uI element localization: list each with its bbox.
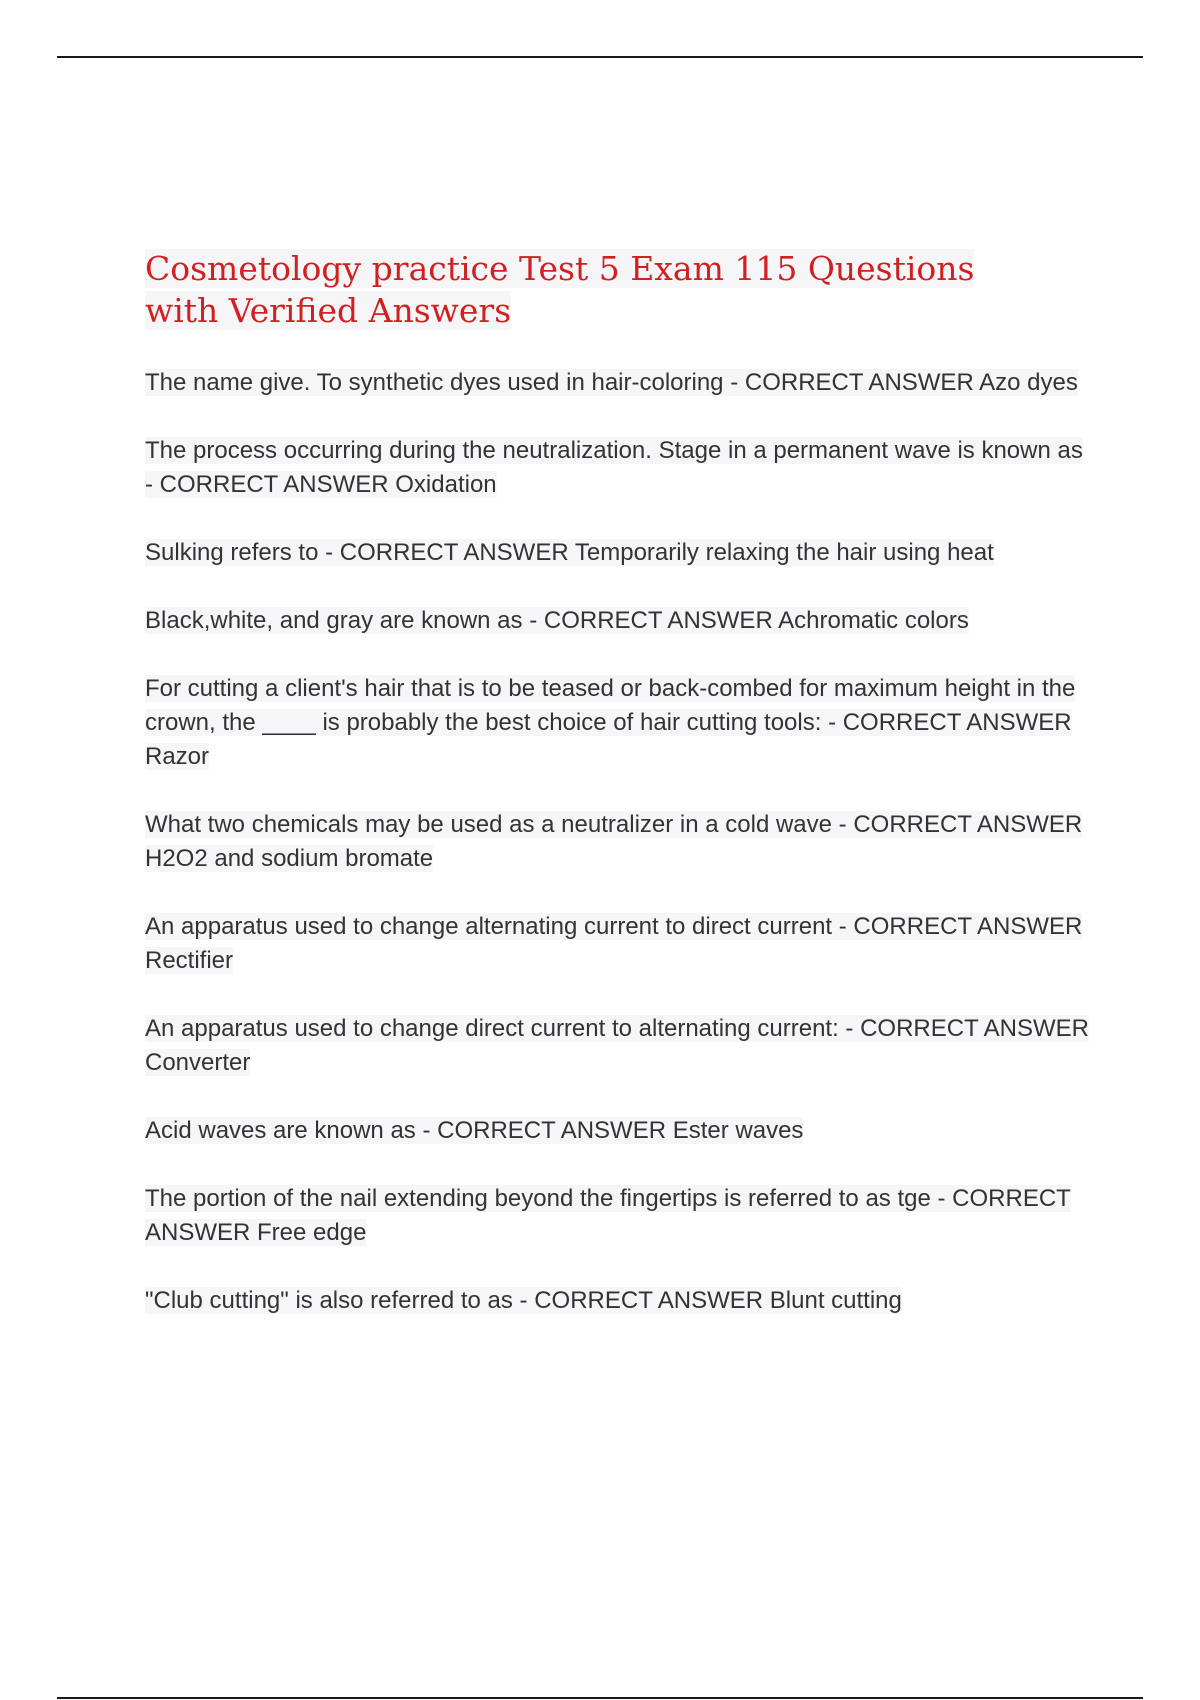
qa-item: An apparatus used to change alternating current to direct current - CORRECT ANSWER Rectifier xyxy=(145,913,1083,974)
top-rule xyxy=(57,56,1143,58)
qa-item: Acid waves are known as - CORRECT ANSWER Ester waves xyxy=(145,1117,804,1144)
qa-list xyxy=(145,366,1095,1318)
qa-item: What two chemicals may be used as a neutralizer in a cold wave - CORRECT ANSWER H2O2 and sodium bromate xyxy=(145,811,1083,872)
qa-item: Black,white, and gray are known as - CORRECT ANSWER Achromatic colors xyxy=(145,607,969,634)
document-title: Cosmetology practice Test 5 Exam 115 Questions with Verified Answers xyxy=(145,249,975,330)
qa-item: The process occurring during the neutralization. Stage in a permanent wave is known as - CORRECT ANSWER Oxidation xyxy=(145,437,1083,498)
bottom-rule xyxy=(57,1697,1143,1699)
qa-item: The portion of the nail extending beyond the fingertips is referred to as tge - CORRECT ANSWER Free edge xyxy=(145,1185,1071,1246)
qa-item: The name give. To synthetic dyes used in hair-coloring - CORRECT ANSWER Azo dyes xyxy=(145,369,1078,396)
qa-item: For cutting a client's hair that is to be teased or back-combed for maximum height in the crown, the ____ is probably the best choice of hair cutting tools: - CORRECT ANSWER Razor xyxy=(145,675,1076,770)
qa-item: Sulking refers to - CORRECT ANSWER Temporarily relaxing the hair using heat xyxy=(145,539,994,566)
document-body xyxy=(145,248,1095,1352)
qa-item: An apparatus used to change direct current to alternating current: - CORRECT ANSWER Converter xyxy=(145,1015,1089,1076)
qa-item: "Club cutting" is also referred to as - CORRECT ANSWER Blunt cutting xyxy=(145,1287,902,1314)
